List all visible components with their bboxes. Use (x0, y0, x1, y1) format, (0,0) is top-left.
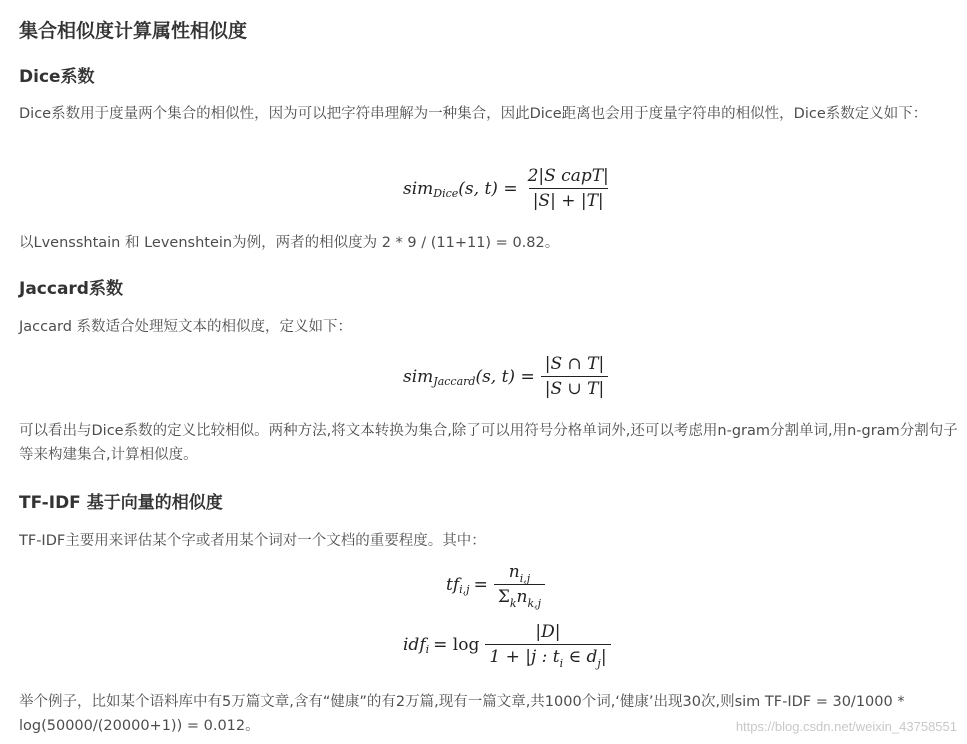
section-heading-dice: Dice系数 (19, 67, 95, 87)
formula-dice-denominator: |S| + |T| (529, 188, 608, 211)
formula-jaccard-sub: Jaccard (433, 375, 476, 388)
formula-dice-numerator: 2|S capT| (527, 166, 609, 186)
formula-dice (403, 166, 613, 211)
formula-idf (403, 622, 611, 670)
formula-tf-den-main-sub: k,j (527, 597, 542, 610)
formula-tf-den-sum: Σ (497, 587, 510, 607)
formula-dice-fn: sim (403, 178, 434, 199)
section-heading-jaccard: Jaccard系数 (19, 279, 123, 299)
section-heading-tfidf: TF-IDF 基于向量的相似度 (19, 493, 223, 513)
formula-idf-numerator: |D| (535, 622, 561, 642)
formula-tf-num-sub: i,j (519, 572, 531, 585)
page-title: 集合相似度计算属性相似度 (19, 20, 248, 42)
formula-jaccard-denominator: |S ∪ T| (541, 376, 609, 399)
formula-tf-denominator (494, 584, 545, 610)
formula-idf-den-end: | (600, 647, 607, 667)
formula-dice-fraction (524, 166, 613, 211)
formula-jaccard-fraction (541, 354, 609, 399)
formula-idf-den-b: ∈ d (563, 647, 598, 667)
source-watermark: https://blog.csdn.net/weixin_43758551 (735, 719, 957, 734)
formula-tf-den-main: n (516, 587, 528, 607)
formula-tf-eq: = (473, 574, 488, 595)
paragraph-tfidf-intro: TF-IDF主要用来评估某个字或者用某个词对一个文档的重要程度。其中： (19, 533, 486, 549)
paragraph-tfidf-example: 举个例子，比如某个语料库中有5万篇文章,含有“健康”的有2万篇,现有一篇文章,共1000个词,‘健康’出现30次,则sim TF-IDF = 30/1000 * log(50000/(20000+1)) = 0.012。 (19, 694, 905, 734)
formula-jaccard-numerator: |S ∩ T| (544, 354, 605, 374)
paragraph-jaccard-intro: Jaccard 系数适合处理短文本的相似度，定义如下： (19, 319, 353, 335)
formula-tf-sub: i,j (459, 583, 470, 596)
formula-dice-sub: Dice (433, 187, 459, 200)
formula-dice-args: (s, t) = (458, 178, 518, 199)
formula-tf (446, 562, 545, 610)
paragraph-dice-example: 以Lvensshtain 和 Levenshtein为例，两者的相似度为 2 * 9 / (11+11) = 0.82。 (19, 235, 560, 251)
formula-tf-fn: tf (446, 574, 460, 595)
formula-idf-den-a-sub: i (559, 657, 564, 670)
formula-idf-denominator (485, 644, 610, 670)
paragraph-jaccard-compare: 可以看出与Dice系数的定义比较相似。两种方法,将文本转换为集合,除了可以用符号分格单词外,还可以考虑用n-gram分割单词,用n-gram分割句子等来构建集合,计算相似度。 (19, 423, 958, 463)
formula-idf-den-a: 1 + |j : t (489, 647, 560, 667)
formula-idf-den-b-sub: j (597, 657, 601, 670)
formula-tf-fraction (494, 562, 545, 610)
formula-tf-num-main: n (508, 562, 520, 582)
formula-jaccard-fn: sim (403, 366, 434, 387)
formula-idf-eq: = log (433, 634, 480, 655)
formula-idf-fraction (485, 622, 610, 670)
formula-tf-numerator (505, 562, 534, 584)
formula-jaccard-args: (s, t) = (475, 366, 535, 387)
formula-idf-sub: i (425, 643, 430, 656)
paragraph-dice-intro: Dice系数用于度量两个集合的相似性，因为可以把字符串理解为一种集合，因此Dice距离也会用于度量字符串的相似性，Dice系数定义如下： (19, 106, 928, 122)
formula-tf-den-sum-sub: k (509, 597, 517, 610)
formula-jaccard (403, 354, 608, 399)
formula-idf-fn: idf (403, 634, 426, 655)
